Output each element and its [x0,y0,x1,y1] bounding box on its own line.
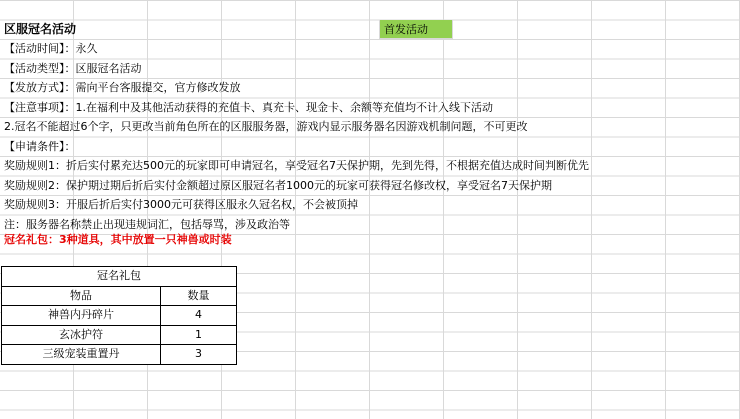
server-name-note-cell[interactable]: 注：服务器名称禁止出现违规词汇，包括辱骂，涉及政治等 [4,217,290,231]
item-name-cell[interactable]: 三级宠装重置丹 [2,345,161,365]
distribution-method-cell[interactable]: 【发放方式】：需向平台客服提交，官方修改发放 [4,81,241,94]
gift-pack-table-title[interactable]: 冠名礼包 [2,267,237,287]
first-release-badge-cell[interactable]: 首发活动 [379,20,453,39]
activity-type-cell[interactable]: 【活动类型】：区服冠名活动 [4,61,142,75]
gift-pack-note-cell[interactable]: 冠名礼包：3种道具，其中放置一只神兽或时装 [4,233,232,246]
activity-time-cell[interactable]: 【活动时间】：永久 [4,42,98,55]
table-row [2,306,237,326]
activity-title-cell[interactable]: 区服冠名活动 [4,22,77,36]
notice-2-cell[interactable]: 2.冠名不能超过6个字，只更改当前角色所在的区服服务器，游戏内显示服务器名因游戏机制问题，不可更改 [4,120,528,133]
column-header-quantity[interactable]: 数量 [161,286,237,306]
table-header-row [2,286,237,306]
table-title-row [2,267,237,287]
gift-pack-table [1,266,237,365]
requirements-cell[interactable]: 【申请条件】： [4,139,76,153]
reward-rule-3-cell[interactable]: 奖励规则3：开服后折后实付3000元可获得区服永久冠名权，不会被顶掉 [4,198,358,211]
item-quantity-cell[interactable]: 4 [161,306,237,326]
column-header-item[interactable]: 物品 [2,286,161,306]
item-quantity-cell[interactable]: 1 [161,325,237,345]
table-row [2,325,237,345]
reward-rule-1-cell[interactable]: 奖励规则1：折后实付累充达500元的玩家即可申请冠名，享受冠名7天保护期，先到先得，不根据充值达成时间判断优先 [4,159,589,172]
reward-rule-2-cell[interactable]: 奖励规则2：保护期过期后折后实付金额超过原区服冠名者1000元的玩家可获得冠名修改权，享受冠名7天保护期 [4,178,552,192]
notice-cell[interactable]: 【注意事项】：1.在福利中及其他活动获得的充值卡、真充卡、现金卡、余额等充值均不计入线下活动 [4,100,493,114]
item-quantity-cell[interactable]: 3 [161,345,237,365]
table-row [2,345,237,365]
item-name-cell[interactable]: 玄冰护符 [2,325,161,345]
item-name-cell[interactable]: 神兽内丹碎片 [2,306,161,326]
